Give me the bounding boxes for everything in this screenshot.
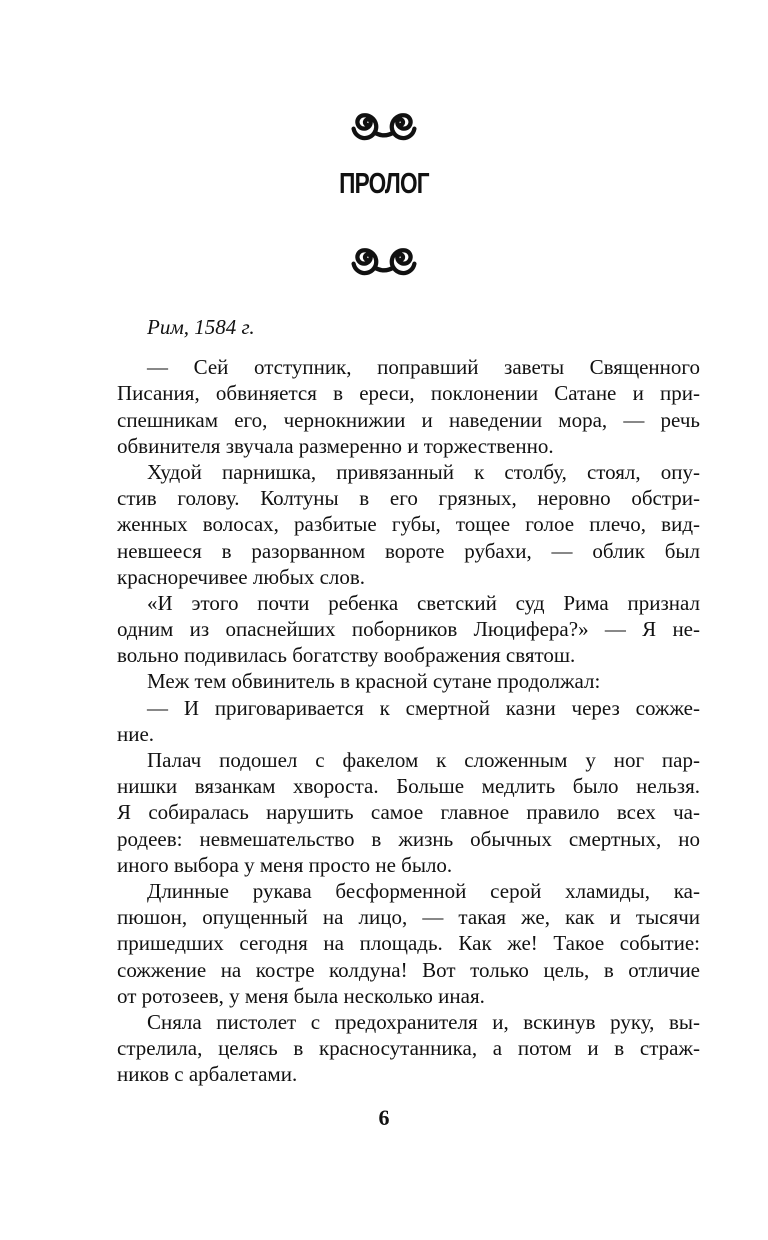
text-line: «И этого почти ребенка светский суд Рима признал — [147, 590, 700, 615]
text-line: невшееся в разорванном вороте рубахи, — облик был — [117, 538, 700, 563]
text-line: пюшон, опущенный на лицо, — такая же, как и тысячи — [117, 905, 700, 930]
text-line: женных волосах, разбитые губы, тощее голое плечо, вид- — [117, 512, 700, 537]
body-text — [117, 314, 700, 1087]
paragraph — [117, 747, 700, 878]
ornament-bottom-icon — [0, 239, 768, 277]
text-line: стрелила, целясь в красносутанника, а потом и в страж- — [117, 1036, 700, 1061]
double-spiral-icon — [345, 239, 423, 277]
text-line: Длинные рукава бесформенной серой хламиды, ка- — [147, 878, 700, 903]
chapter-title: ПРОЛОГ — [339, 168, 429, 200]
text-line: родеев: невмешательство в жизнь обычных смертных, но — [117, 826, 700, 851]
text-line: обвинителя звучала размеренно и торжественно. — [117, 433, 554, 458]
text-line: Меж тем обвинитель в красной сутане продолжал: — [147, 669, 601, 694]
page-number: 6 — [378, 1105, 390, 1130]
double-spiral-icon — [345, 104, 423, 142]
text-line: стив голову. Колтуны в его грязных, неровно обстри- — [117, 486, 700, 511]
text-line: Я собиралась нарушить самое главное правило всех ча- — [117, 800, 700, 825]
text-line: вольно подивилась богатству воображения святош. — [117, 643, 576, 668]
text-line: пришедших сегодня на площадь. Как же! Такое событие: — [117, 931, 700, 956]
text-line: одним из опаснейших поборников Люцифера?» — Я не- — [117, 617, 700, 642]
paragraph — [117, 695, 700, 747]
text-line: от ротозеев, у меня была несколько иная. — [117, 983, 485, 1008]
paragraph — [117, 354, 700, 459]
text-line: ников с арбалетами. — [117, 1062, 298, 1087]
text-line: красноречивее любых слов. — [117, 564, 366, 589]
text-line: спешникам его, чернокнижии и наведении мора, — речь — [117, 407, 700, 432]
paragraph — [117, 590, 700, 669]
paragraph — [117, 459, 700, 590]
text-line: — И приговаривается к смертной казни через сожже- — [147, 695, 700, 720]
paragraph — [117, 668, 700, 694]
paragraph — [117, 878, 700, 1009]
paragraph — [117, 1009, 700, 1088]
text-line: Писания, обвиняется в ереси, поклонении Сатане и при- — [117, 381, 700, 406]
text-line: нишки вязанкам хвороста. Больше медлить было нельзя. — [117, 774, 700, 799]
text-line: иного выбора у меня просто не было. — [117, 852, 453, 877]
text-line: Сняла пистолет с предохранителя и, вскинув руку, вы- — [147, 1009, 700, 1034]
paragraphs — [117, 354, 700, 1087]
text-line: Палач подошел с факелом к сложенным у ног пар- — [147, 748, 700, 773]
ornament-top-icon — [0, 104, 768, 142]
text-line: Худой парнишка, привязанный к столбу, стоял, опу- — [147, 459, 700, 484]
text-line: сожжение на костре колдуна! Вот только цель, в отличие — [117, 957, 700, 982]
text-line: — Сей отступник, поправший заветы Священного — [147, 355, 700, 380]
place-date: Рим, 1584 г. — [147, 315, 255, 339]
text-line: ние. — [117, 721, 155, 746]
